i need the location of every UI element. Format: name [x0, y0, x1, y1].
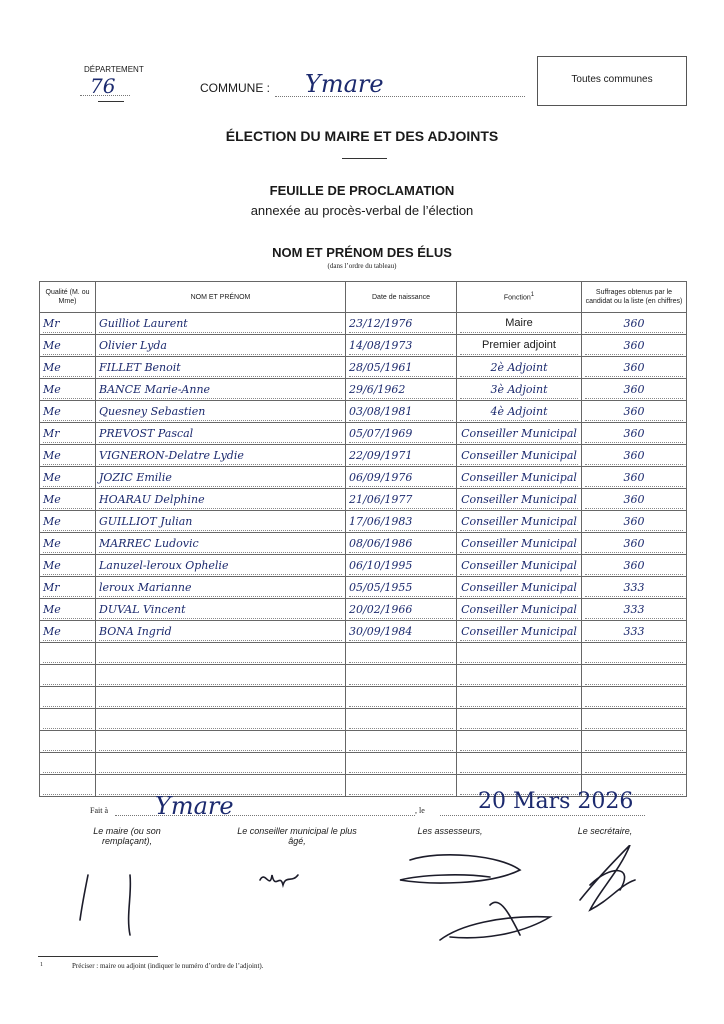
- votes-cell-value: 360: [585, 403, 683, 421]
- birthdate-cell-value: 03/08/1981: [349, 403, 453, 421]
- table-row: [40, 599, 687, 621]
- qualite-cell-value: Me: [43, 337, 92, 355]
- table-row: [40, 357, 687, 379]
- name-cell: [96, 533, 346, 555]
- signature-assesseur-1-stroke: [400, 855, 520, 883]
- votes-cell-value: 360: [585, 513, 683, 531]
- birthdate-cell: [346, 599, 457, 621]
- signature-assesseurs-label: Les assesseurs,: [417, 826, 483, 836]
- fonction-cell-value: 4è Adjoint: [460, 403, 578, 421]
- fonction-cell-value: Conseiller Municipal: [460, 623, 578, 641]
- fonction-cell: [457, 665, 582, 687]
- birthdate-cell: [346, 357, 457, 379]
- qualite-cell-value: [43, 645, 92, 663]
- birthdate-cell: [346, 335, 457, 357]
- departement-value: 76: [90, 74, 116, 98]
- signature-secretaire-stroke-2: [590, 871, 625, 890]
- fonction-cell: [457, 709, 582, 731]
- birthdate-cell: [346, 533, 457, 555]
- birthdate-cell-value: 28/05/1961: [349, 359, 453, 377]
- name-cell: [96, 401, 346, 423]
- names-title: NOM ET PRÉNOM DES ÉLUS: [272, 245, 452, 260]
- qualite-cell: [40, 555, 96, 577]
- birthdate-cell: [346, 643, 457, 665]
- votes-cell-value: [585, 689, 683, 707]
- birthdate-cell: [346, 753, 457, 775]
- votes-cell-value: 360: [585, 315, 683, 333]
- name-cell-value: [99, 645, 342, 663]
- fonction-cell: [457, 401, 582, 423]
- name-cell-value: PREVOST Pascal: [99, 425, 342, 443]
- name-cell-value: Guilliot Laurent: [99, 315, 342, 333]
- name-cell-value: FILLET Benoit: [99, 359, 342, 377]
- qualite-cell-value: Me: [43, 403, 92, 421]
- qualite-cell-value: [43, 733, 92, 751]
- toutes-communes-label: Toutes communes: [571, 74, 653, 85]
- votes-cell: [582, 555, 687, 577]
- signature-maire-stroke-2: [129, 875, 131, 935]
- date-value: 20 Mars 2026: [478, 789, 634, 814]
- qualite-cell: [40, 577, 96, 599]
- name-cell-value: leroux Marianne: [99, 579, 342, 597]
- table-row: [40, 511, 687, 533]
- votes-cell: [582, 687, 687, 709]
- header-fonction-note: 1: [530, 292, 535, 299]
- qualite-cell: [40, 467, 96, 489]
- qualite-cell: [40, 643, 96, 665]
- name-cell-value: [99, 689, 342, 707]
- fonction-cell-value: [460, 645, 578, 663]
- votes-cell: [582, 511, 687, 533]
- qualite-cell-value: [43, 777, 92, 795]
- votes-cell-value: [585, 667, 683, 685]
- fonction-cell: [457, 621, 582, 643]
- fonction-cell-value: Premier adjoint: [460, 337, 578, 355]
- name-cell: [96, 731, 346, 753]
- votes-cell-value: [585, 733, 683, 751]
- qualite-cell-value: Mr: [43, 425, 92, 443]
- votes-cell: [582, 533, 687, 555]
- commune-label: COMMUNE :: [200, 81, 270, 95]
- name-cell: [96, 313, 346, 335]
- name-cell: [96, 643, 346, 665]
- qualite-cell: [40, 687, 96, 709]
- qualite-cell: [40, 401, 96, 423]
- votes-cell: [582, 379, 687, 401]
- birthdate-cell-value: 05/05/1955: [349, 579, 453, 597]
- name-cell: [96, 753, 346, 775]
- fonction-cell: [457, 599, 582, 621]
- birthdate-cell: [346, 731, 457, 753]
- votes-cell-value: 360: [585, 359, 683, 377]
- qualite-cell-value: Mr: [43, 579, 92, 597]
- birthdate-cell-value: [349, 777, 453, 795]
- header-nom: NOM ET PRÉNOM: [96, 282, 346, 313]
- name-cell: [96, 445, 346, 467]
- votes-cell-value: 360: [585, 491, 683, 509]
- birthdate-cell-value: 06/09/1976: [349, 469, 453, 487]
- qualite-cell-value: Me: [43, 359, 92, 377]
- qualite-cell-value: Me: [43, 513, 92, 531]
- name-cell-value: [99, 755, 342, 773]
- birthdate-cell-value: 21/06/1977: [349, 491, 453, 509]
- qualite-cell-value: Me: [43, 601, 92, 619]
- name-cell: [96, 687, 346, 709]
- fonction-cell-value: Conseiller Municipal: [460, 601, 578, 619]
- fonction-cell: [457, 423, 582, 445]
- name-cell-value: [99, 711, 342, 729]
- birthdate-cell-value: 22/09/1971: [349, 447, 453, 465]
- fonction-cell-value: Conseiller Municipal: [460, 557, 578, 575]
- main-title: ÉLECTION DU MAIRE ET DES ADJOINTS: [225, 128, 499, 144]
- table-row: [40, 731, 687, 753]
- votes-cell-value: [585, 755, 683, 773]
- name-cell-value: JOZIC Emilie: [99, 469, 342, 487]
- birthdate-cell: [346, 555, 457, 577]
- name-cell-value: BONA Ingrid: [99, 623, 342, 641]
- name-cell: [96, 379, 346, 401]
- birthdate-cell: [346, 577, 457, 599]
- table-row: [40, 379, 687, 401]
- fonction-cell-value: Maire: [460, 315, 578, 333]
- votes-cell-value: 333: [585, 579, 683, 597]
- table-row: [40, 577, 687, 599]
- header-fonction: [457, 282, 582, 313]
- birthdate-cell-value: 30/09/1984: [349, 623, 453, 641]
- votes-cell: [582, 335, 687, 357]
- qualite-cell: [40, 599, 96, 621]
- name-cell: [96, 555, 346, 577]
- votes-cell-value: 360: [585, 469, 683, 487]
- table-row: [40, 753, 687, 775]
- votes-cell: [582, 753, 687, 775]
- birthdate-cell-value: [349, 733, 453, 751]
- birthdate-cell: [346, 401, 457, 423]
- fonction-cell: [457, 687, 582, 709]
- birthdate-cell-value: 05/07/1969: [349, 425, 453, 443]
- signature-maire-label: Le maire (ou son remplaçant),: [93, 826, 161, 846]
- birthdate-cell: [346, 687, 457, 709]
- votes-cell-value: 360: [585, 447, 683, 465]
- birthdate-cell-value: 06/10/1995: [349, 557, 453, 575]
- qualite-cell: [40, 775, 96, 797]
- fonction-cell: [457, 489, 582, 511]
- fonction-cell-value: Conseiller Municipal: [460, 447, 578, 465]
- footnote-text: Préciser : maire ou adjoint (indiquer le numéro d’ordre de l’adjoint).: [72, 962, 264, 970]
- name-cell-value: HOARAU Delphine: [99, 491, 342, 509]
- table-row: [40, 687, 687, 709]
- fonction-cell-value: [460, 711, 578, 729]
- name-cell: [96, 335, 346, 357]
- sheet-title: FEUILLE DE PROCLAMATION: [269, 183, 455, 198]
- fonction-cell-value: Conseiller Municipal: [460, 535, 578, 553]
- elected-table: [39, 281, 687, 797]
- name-cell: [96, 489, 346, 511]
- table-row: [40, 335, 687, 357]
- qualite-cell-value: Me: [43, 447, 92, 465]
- qualite-cell: [40, 753, 96, 775]
- name-cell: [96, 467, 346, 489]
- qualite-cell-value: Me: [43, 535, 92, 553]
- fonction-cell-value: 3è Adjoint: [460, 381, 578, 399]
- birthdate-cell-value: [349, 645, 453, 663]
- name-cell: [96, 357, 346, 379]
- votes-cell: [582, 423, 687, 445]
- qualite-cell: [40, 665, 96, 687]
- name-cell-value: GUILLIOT Julian: [99, 513, 342, 531]
- qualite-cell: [40, 313, 96, 335]
- birthdate-cell-value: 23/12/1976: [349, 315, 453, 333]
- header-suffrages: Suffrages obtenus par le candidat ou la liste (en chiffres): [582, 282, 687, 313]
- votes-cell: [582, 401, 687, 423]
- title-separator: [342, 158, 387, 159]
- birthdate-cell: [346, 445, 457, 467]
- votes-cell-value: [585, 711, 683, 729]
- birthdate-cell-value: [349, 755, 453, 773]
- header-qualite: Qualité (M. ou Mme): [40, 282, 96, 313]
- departement-underline: [80, 95, 130, 96]
- fonction-cell-value: Conseiller Municipal: [460, 579, 578, 597]
- fait-value: Ymare: [155, 792, 234, 820]
- qualite-cell: [40, 379, 96, 401]
- votes-cell: [582, 445, 687, 467]
- votes-cell: [582, 467, 687, 489]
- votes-cell-value: 360: [585, 381, 683, 399]
- name-cell-value: BANCE Marie-Anne: [99, 381, 342, 399]
- footnote-separator: [38, 956, 158, 957]
- qualite-cell-value: [43, 689, 92, 707]
- birthdate-cell-value: 17/06/1983: [349, 513, 453, 531]
- fonction-cell: [457, 357, 582, 379]
- footnote-mark: 1: [40, 962, 43, 968]
- qualite-cell-value: [43, 667, 92, 685]
- fonction-cell-value: Conseiller Municipal: [460, 469, 578, 487]
- qualite-cell: [40, 445, 96, 467]
- header-fonction-label: Fonction: [503, 294, 531, 302]
- votes-cell: [582, 731, 687, 753]
- qualite-cell-value: Me: [43, 623, 92, 641]
- signature-assesseur-2-stroke: [440, 917, 550, 940]
- name-cell-value: VIGNERON-Delatre Lydie: [99, 447, 342, 465]
- votes-cell: [582, 489, 687, 511]
- name-cell-value: Olivier Lyda: [99, 337, 342, 355]
- birthdate-cell: [346, 423, 457, 445]
- birthdate-cell: [346, 379, 457, 401]
- name-cell-value: MARREC Ludovic: [99, 535, 342, 553]
- birthdate-cell: [346, 313, 457, 335]
- table-row: [40, 555, 687, 577]
- fonction-cell-value: [460, 755, 578, 773]
- name-cell-value: Quesney Sebastien: [99, 403, 342, 421]
- fonction-cell-value: Conseiller Municipal: [460, 425, 578, 443]
- date-underline: [440, 815, 645, 816]
- votes-cell: [582, 621, 687, 643]
- birthdate-cell-value: 14/08/1973: [349, 337, 453, 355]
- fonction-cell: [457, 731, 582, 753]
- annex-subtitle: annexée au procès-verbal de l’élection: [250, 203, 474, 218]
- votes-cell: [582, 665, 687, 687]
- qualite-cell-value: [43, 711, 92, 729]
- le-label: , le: [415, 806, 425, 815]
- fonction-cell-value: 2è Adjoint: [460, 359, 578, 377]
- fonction-cell: [457, 511, 582, 533]
- votes-cell-value: 360: [585, 425, 683, 443]
- table-row: [40, 423, 687, 445]
- votes-cell-value: 360: [585, 535, 683, 553]
- votes-cell: [582, 709, 687, 731]
- birthdate-cell: [346, 511, 457, 533]
- signature-maire-stroke-1: [80, 875, 88, 920]
- fonction-cell: [457, 313, 582, 335]
- fonction-cell: [457, 533, 582, 555]
- qualite-cell-value: Me: [43, 469, 92, 487]
- votes-cell: [582, 577, 687, 599]
- birthdate-cell: [346, 665, 457, 687]
- name-cell: [96, 621, 346, 643]
- table-row: [40, 467, 687, 489]
- fonction-cell: [457, 445, 582, 467]
- table-row: [40, 533, 687, 555]
- fonction-cell-value: [460, 667, 578, 685]
- fait-underline: [115, 815, 415, 816]
- signature-secretaire-label: Le secrétaire,: [577, 826, 633, 836]
- birthdate-cell-value: 08/06/1986: [349, 535, 453, 553]
- qualite-cell: [40, 489, 96, 511]
- commune-underline: [275, 96, 525, 97]
- name-cell-value: [99, 733, 342, 751]
- table-header-row: [40, 282, 687, 313]
- birthdate-cell-value: [349, 711, 453, 729]
- table-row: [40, 313, 687, 335]
- votes-cell-value: 360: [585, 337, 683, 355]
- votes-cell-value: [585, 645, 683, 663]
- name-cell: [96, 423, 346, 445]
- commune-value: Ymare: [305, 70, 384, 98]
- fonction-cell: [457, 643, 582, 665]
- votes-cell: [582, 599, 687, 621]
- qualite-cell-value: [43, 755, 92, 773]
- name-cell-value: Lanuzel-leroux Ophelie: [99, 557, 342, 575]
- qualite-cell: [40, 731, 96, 753]
- departement-dash: [98, 101, 124, 102]
- name-cell-value: [99, 667, 342, 685]
- fonction-cell-value: Conseiller Municipal: [460, 513, 578, 531]
- fonction-cell: [457, 753, 582, 775]
- names-note: (dans l’ordre du tableau): [327, 262, 397, 270]
- header-naissance: Date de naissance: [346, 282, 457, 313]
- qualite-cell: [40, 533, 96, 555]
- signature-secretaire-stroke-1: [580, 845, 635, 910]
- name-cell-value: DUVAL Vincent: [99, 601, 342, 619]
- birthdate-cell-value: 20/02/1966: [349, 601, 453, 619]
- qualite-cell: [40, 423, 96, 445]
- name-cell: [96, 709, 346, 731]
- fonction-cell: [457, 335, 582, 357]
- signature-conseiller-stroke: [260, 875, 298, 885]
- votes-cell: [582, 313, 687, 335]
- table-row: [40, 445, 687, 467]
- birthdate-cell: [346, 775, 457, 797]
- table-row: [40, 489, 687, 511]
- name-cell: [96, 599, 346, 621]
- departement-label: DÉPARTEMENT: [84, 65, 144, 74]
- votes-cell-value: 360: [585, 557, 683, 575]
- birthdate-cell: [346, 621, 457, 643]
- fonction-cell: [457, 555, 582, 577]
- birthdate-cell: [346, 467, 457, 489]
- name-cell: [96, 665, 346, 687]
- table-row: [40, 709, 687, 731]
- qualite-cell: [40, 357, 96, 379]
- qualite-cell-value: Me: [43, 491, 92, 509]
- qualite-cell: [40, 709, 96, 731]
- qualite-cell: [40, 621, 96, 643]
- birthdate-cell-value: [349, 689, 453, 707]
- votes-cell: [582, 357, 687, 379]
- fonction-cell: [457, 577, 582, 599]
- signature-conseiller-label: Le conseiller municipal le plus âgé,: [237, 826, 357, 846]
- table-row: [40, 401, 687, 423]
- votes-cell-value: 333: [585, 601, 683, 619]
- qualite-cell-value: Mr: [43, 315, 92, 333]
- fonction-cell: [457, 379, 582, 401]
- fait-label: Fait à: [90, 806, 108, 815]
- signatures-drawing: [60, 845, 680, 965]
- qualite-cell-value: Me: [43, 557, 92, 575]
- qualite-cell: [40, 511, 96, 533]
- qualite-cell: [40, 335, 96, 357]
- votes-cell-value: 333: [585, 623, 683, 641]
- fonction-cell-value: [460, 733, 578, 751]
- name-cell: [96, 511, 346, 533]
- votes-cell: [582, 643, 687, 665]
- qualite-cell-value: Me: [43, 381, 92, 399]
- name-cell: [96, 577, 346, 599]
- birthdate-cell-value: 29/6/1962: [349, 381, 453, 399]
- birthdate-cell: [346, 709, 457, 731]
- table-row: [40, 643, 687, 665]
- fonction-cell-value: [460, 689, 578, 707]
- birthdate-cell: [346, 489, 457, 511]
- table-row: [40, 665, 687, 687]
- fonction-cell: [457, 467, 582, 489]
- toutes-communes-box: [537, 56, 687, 106]
- fonction-cell-value: Conseiller Municipal: [460, 491, 578, 509]
- birthdate-cell-value: [349, 667, 453, 685]
- table-row: [40, 621, 687, 643]
